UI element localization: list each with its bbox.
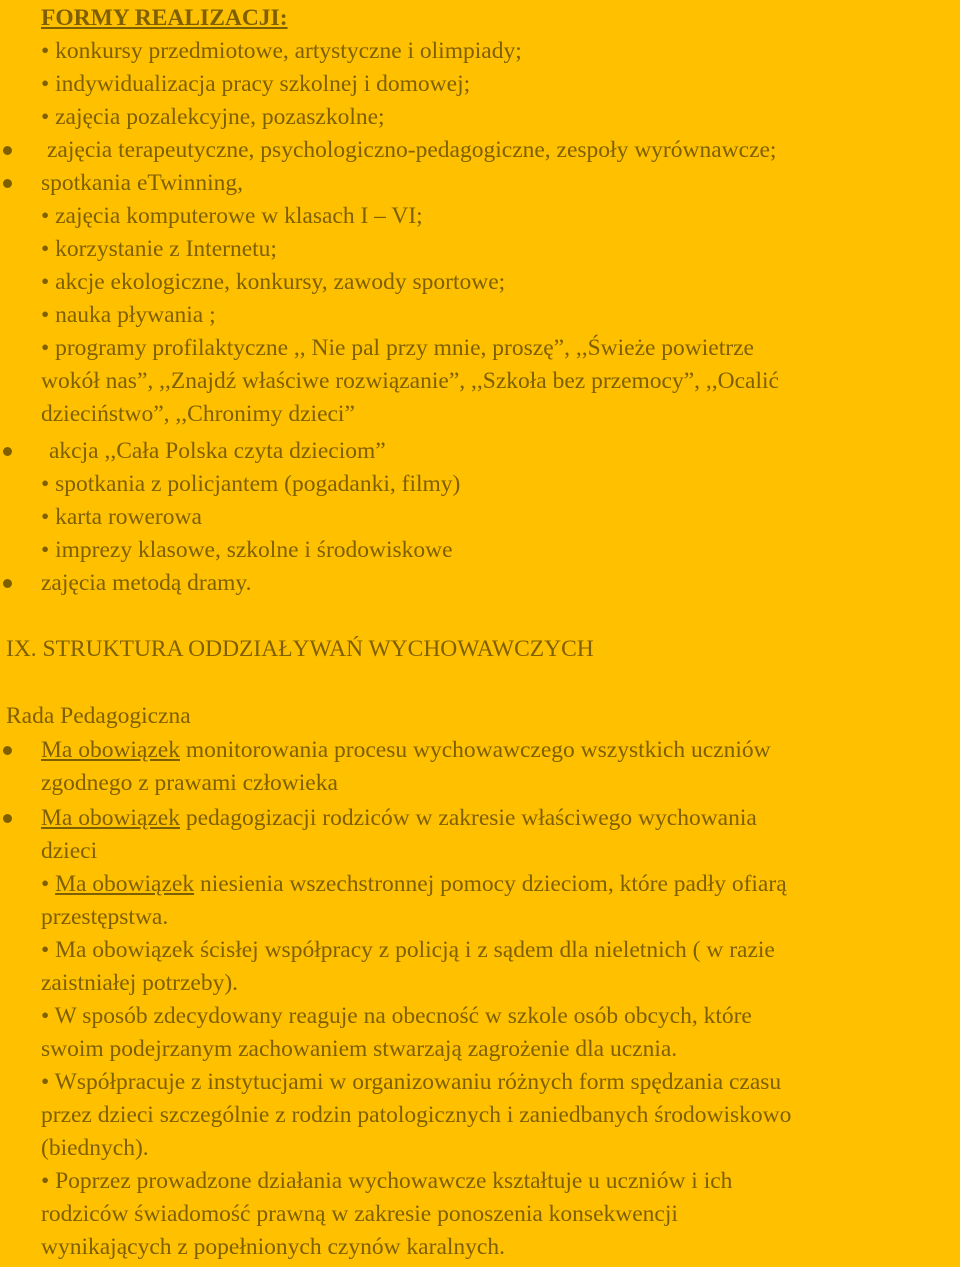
list-item: akcja ,,Cała Polska czyta dzieciom” (49, 438, 386, 464)
list-item: • Współpracuje z instytucjami w organizowaniu różnych form spędzania czasu (41, 1069, 782, 1095)
duty-phrase: Ma obowiązek (41, 805, 180, 831)
list-item: • Ma obowiązek ścisłej współpracy z policją i z sądem dla nieletnich ( w razie (41, 937, 775, 963)
list-item: Ma obowiązek pedagogizacji rodziców w zakresie właściwego wychowania (41, 805, 757, 831)
list-item: zajęcia terapeutyczne, psychologiczno-pedagogiczne, zespoły wyrównawcze; (47, 137, 777, 163)
list-item: • zajęcia pozalekcyjne, pozaszkolne; (41, 104, 385, 130)
list-item: • programy profilaktyczne ,, Nie pal przy mnie, proszę”, ,,Świeże powietrze (41, 335, 754, 361)
list-item-continuation: swoim podejrzanym zachowaniem stwarzają zagrożenie dla ucznia. (41, 1036, 678, 1062)
list-item-continuation: dzieci (41, 838, 98, 864)
bullet-dot-icon (3, 746, 12, 755)
list-item: spotkania eTwinning, (41, 170, 243, 196)
list-item-continuation: zgodnego z prawami człowieka (41, 770, 338, 796)
list-item-continuation: dzieciństwo”, ,,Chronimy dzieci” (41, 401, 355, 427)
list-item: Ma obowiązek monitorowania procesu wychowawczego wszystkich uczniów (41, 737, 771, 763)
list-item: • W sposób zdecydowany reaguje na obecność w szkole osób obcych, które (41, 1003, 752, 1029)
subsection-title: Rada Pedagogiczna (6, 703, 191, 729)
list-item-continuation: przestępstwa. (41, 904, 169, 930)
bullet-dot-icon (3, 447, 12, 456)
list-item: • Poprzez prowadzone działania wychowawcze kształtuje u uczniów i ich (41, 1168, 733, 1194)
list-item: • imprezy klasowe, szkolne i środowiskowe (41, 537, 453, 563)
list-item: • Ma obowiązek niesienia wszechstronnej pomocy dzieciom, które padły ofiarą (41, 871, 787, 897)
bullet-dot-icon (3, 579, 12, 588)
list-item: • nauka pływania ; (41, 302, 216, 328)
list-item-continuation: rodziców świadomość prawną w zakresie ponoszenia konsekwencji (41, 1201, 678, 1227)
list-item: • zajęcia komputerowe w klasach I – VI; (41, 203, 423, 229)
list-item: • konkursy przedmiotowe, artystyczne i olimpiady; (41, 38, 522, 64)
bullet-dot-icon (3, 179, 12, 188)
heading-forms: FORMY REALIZACJI: (41, 5, 288, 31)
list-item: • indywidualizacja pracy szkolnej i domowej; (41, 71, 471, 97)
list-item: • akcje ekologiczne, konkursy, zawody sportowe; (41, 269, 506, 295)
duty-phrase: Ma obowiązek (41, 737, 180, 763)
list-item-continuation: wynikających z popełnionych czynów karalnych. (41, 1234, 505, 1260)
bullet-dot-icon (3, 146, 12, 155)
list-item-continuation: zaistniałej potrzeby). (41, 970, 239, 996)
list-item: • karta rowerowa (41, 504, 202, 530)
list-item-continuation: przez dzieci szczególnie z rodzin patologicznych i zaniedbanych środowiskowo (41, 1102, 792, 1128)
list-item: • spotkania z policjantem (pogadanki, filmy) (41, 471, 461, 497)
section-title: IX. STRUKTURA ODDZIAŁYWAŃ WYCHOWAWCZYCH (6, 636, 594, 662)
list-item-continuation: (biednych). (41, 1135, 149, 1161)
list-item: • korzystanie z Internetu; (41, 236, 277, 262)
bullet-dot-icon (3, 814, 12, 823)
list-item: zajęcia metodą dramy. (41, 570, 252, 596)
list-item-continuation: wokół nas”, ,,Znajdź właściwe rozwiązanie”, ,,Szkoła bez przemocy”, ,,Ocalić (41, 368, 779, 394)
duty-phrase: Ma obowiązek (55, 871, 195, 897)
